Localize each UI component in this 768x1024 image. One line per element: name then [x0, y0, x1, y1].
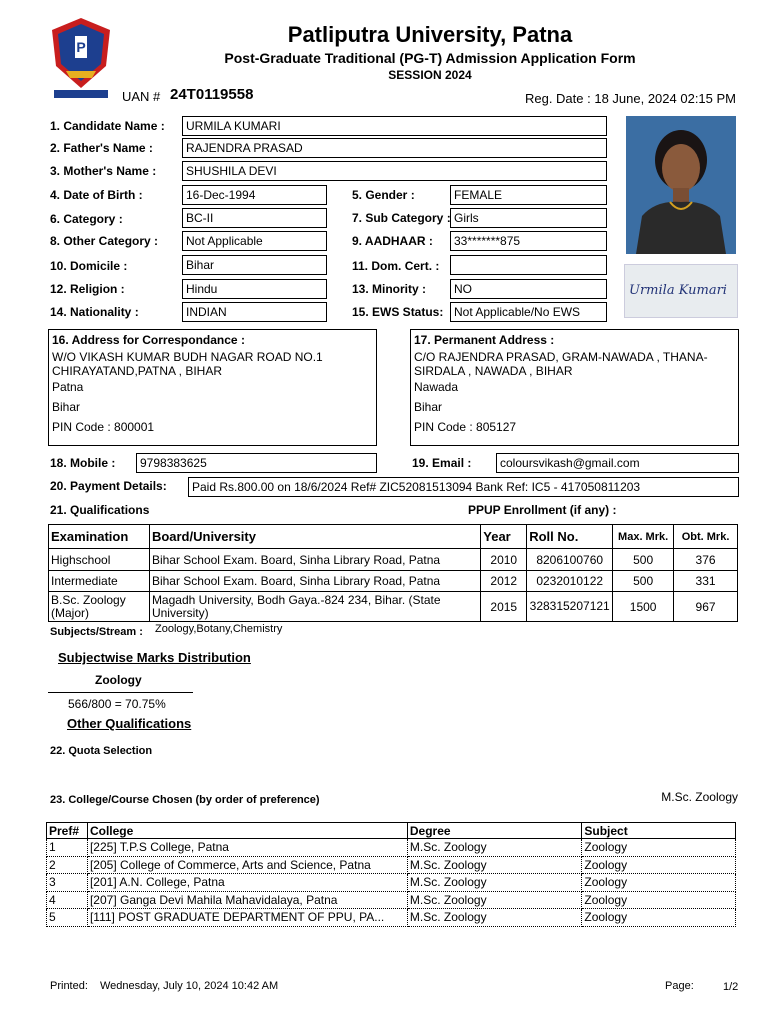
cell: Magadh University, Bodh Gaya.-824 234, Bihar. (State University) — [149, 592, 480, 622]
permanent-address-box — [410, 329, 739, 446]
candidate-name-value: URMILA KUMARI — [182, 116, 607, 136]
ews-value: Not Applicable/No EWS — [450, 302, 607, 322]
printed-date: Wednesday, July 10, 2024 10:42 AM — [100, 980, 279, 992]
email-label: 19. Email : — [412, 456, 472, 470]
cell: 8206100760 — [527, 549, 613, 571]
university-logo-icon — [48, 16, 114, 100]
cell: Bihar School Exam. Board, Sinha Library Road, Patna — [149, 571, 480, 592]
cell: 331 — [674, 571, 738, 592]
cell: Zoology — [582, 909, 736, 927]
col-subject: Subject — [582, 823, 736, 839]
domicile-label: 10. Domicile : — [50, 259, 128, 273]
email-value: coloursvikash@gmail.com — [496, 453, 739, 473]
sub-category-value: Girls — [450, 208, 607, 228]
col-college: College — [87, 823, 407, 839]
col-board: Board/University — [149, 525, 480, 549]
cell: M.Sc. Zoology — [407, 839, 582, 857]
marks-value: 566/800 = 70.75% — [68, 697, 166, 711]
father-name-value: RAJENDRA PRASAD — [182, 138, 607, 158]
col-examination: Examination — [49, 525, 150, 549]
permanent-state: Bihar — [414, 400, 443, 414]
religion-value: Hindu — [182, 279, 327, 299]
cell: 1500 — [613, 592, 674, 622]
other-category-value: Not Applicable — [182, 231, 327, 251]
candidate-photo — [626, 116, 736, 254]
cell: 2012 — [481, 571, 527, 592]
registration-date: Reg. Date : 18 June, 2024 02:15 PM — [524, 91, 736, 106]
mobile-value: 9798383625 — [136, 453, 377, 473]
table-row — [47, 909, 736, 927]
correspondence-address-box — [48, 329, 377, 446]
col-year: Year — [481, 525, 527, 549]
ppup-enrollment-label: PPUP Enrollment (if any) : — [468, 503, 617, 517]
correspondence-state: Bihar — [52, 400, 81, 414]
cell: 500 — [613, 549, 674, 571]
cell: [111] POST GRADUATE DEPARTMENT OF PPU, PA... — [87, 909, 407, 927]
uan-label: UAN # — [122, 89, 161, 104]
uan-value: 24T0119558 — [170, 86, 254, 103]
page-number: 1/2 — [723, 981, 739, 993]
col-degree: Degree — [407, 823, 582, 839]
table-row — [47, 891, 736, 909]
permanent-city: Nawada — [414, 380, 459, 394]
ews-label: 15. EWS Status: — [352, 305, 444, 319]
minority-label: 13. Minority : — [352, 282, 427, 296]
cell: [207] Ganga Devi Mahila Mahavidalaya, Patna — [87, 891, 407, 909]
cell: Bihar School Exam. Board, Sinha Library Road, Patna — [149, 549, 480, 571]
cell: 0232010122 — [527, 571, 613, 592]
cell: 1 — [47, 839, 88, 857]
cell: M.Sc. Zoology — [407, 891, 582, 909]
qualifications-table — [48, 524, 738, 622]
permanent-address-line2: SIRDALA , NAWADA , BIHAR — [414, 364, 573, 378]
candidate-signature — [624, 264, 738, 318]
gender-label: 5. Gender : — [352, 188, 415, 202]
cell: 5 — [47, 909, 88, 927]
marks-distribution-heading: Subjectwise Marks Distribution — [58, 650, 251, 665]
nationality-value: INDIAN — [182, 302, 327, 322]
cell: M.Sc. Zoology — [407, 856, 582, 874]
other-qualifications-heading: Other Qualifications — [67, 716, 192, 731]
qualifications-heading: 21. Qualifications — [50, 503, 150, 517]
candidate-name-label: 1. Candidate Name : — [50, 119, 165, 133]
other-category-label: 8. Other Category : — [50, 234, 159, 248]
correspondence-address-line1: W/O VIKASH KUMAR BUDH NAGAR ROAD NO.1 — [52, 350, 323, 364]
qualifications-header-row — [49, 525, 738, 549]
table-row — [47, 839, 736, 857]
cell: 2 — [47, 856, 88, 874]
correspondence-city: Patna — [52, 380, 84, 394]
svg-text:P: P — [76, 39, 86, 55]
category-label: 6. Category : — [50, 212, 123, 226]
cell: Zoology — [582, 891, 736, 909]
mother-name-value: SHUSHILA DEVI — [182, 161, 607, 181]
col-max-marks: Max. Mrk. — [613, 525, 674, 549]
table-row — [47, 874, 736, 892]
subjects-label: Subjects/Stream : — [50, 626, 143, 638]
preferences-table — [46, 822, 736, 927]
permanent-pin: PIN Code : 805127 — [414, 420, 517, 434]
table-row — [49, 549, 738, 571]
aadhaar-label: 9. AADHAAR : — [352, 234, 433, 248]
correspondence-address-line2: CHIRAYATAND,PATNA , BIHAR — [52, 364, 223, 378]
cell: 500 — [613, 571, 674, 592]
category-value: BC-II — [182, 208, 327, 228]
signature-image: Urmila Kumari — [629, 283, 727, 298]
preferences-header-row — [47, 823, 736, 839]
cell: 3 — [47, 874, 88, 892]
printed-label: Printed: — [50, 980, 88, 992]
page-label: Page: — [665, 980, 694, 992]
dob-label: 4. Date of Birth : — [50, 188, 143, 202]
mother-name-label: 3. Mother's Name : — [50, 164, 157, 178]
col-pref: Pref# — [47, 823, 88, 839]
dom-cert-label: 11. Dom. Cert. : — [352, 259, 440, 273]
domicile-value: Bihar — [182, 255, 327, 275]
cell: Zoology — [582, 839, 736, 857]
marks-subject: Zoology — [95, 673, 142, 687]
col-obt-marks: Obt. Mrk. — [674, 525, 738, 549]
cell: Highschool — [49, 549, 150, 571]
marks-divider — [48, 692, 193, 693]
minority-value: NO — [450, 279, 607, 299]
table-row — [47, 856, 736, 874]
payment-label: 20. Payment Details: — [50, 479, 167, 493]
session-label: SESSION 2024 — [388, 68, 472, 82]
cell: B.Sc. Zoology (Major) — [49, 592, 150, 622]
gender-value: FEMALE — [450, 185, 607, 205]
preferences-heading: 23. College/Course Chosen (by order of preference) — [50, 794, 320, 806]
sub-category-label: 7. Sub Category : — [352, 211, 451, 225]
cell: [205] College of Commerce, Arts and Science, Patna — [87, 856, 407, 874]
permanent-address-line1: C/O RAJENDRA PRASAD, GRAM-NAWADA , THANA- — [414, 350, 708, 364]
cell: 2015 — [481, 592, 527, 622]
cell: 376 — [674, 549, 738, 571]
cell: Intermediate — [49, 571, 150, 592]
permanent-address-heading: 17. Permanent Address : — [414, 333, 555, 347]
correspondence-pin: PIN Code : 800001 — [52, 420, 155, 434]
aadhaar-value: 33*******875 — [450, 231, 607, 251]
cell: 4 — [47, 891, 88, 909]
quota-heading: 22. Quota Selection — [50, 745, 153, 757]
cell: [225] T.P.S College, Patna — [87, 839, 407, 857]
chosen-course: M.Sc. Zoology — [661, 790, 738, 804]
religion-label: 12. Religion : — [50, 282, 125, 296]
form-title: Post-Graduate Traditional (PG-T) Admission Application Form — [224, 50, 636, 66]
col-roll: Roll No. — [527, 525, 613, 549]
subjects-value: Zoology,Botany,Chemistry — [155, 623, 283, 635]
father-name-label: 2. Father's Name : — [50, 141, 153, 155]
university-name: Patliputra University, Patna — [287, 22, 573, 47]
cell: Zoology — [582, 856, 736, 874]
table-row — [49, 592, 738, 622]
payment-value: Paid Rs.800.00 on 18/6/2024 Ref# ZIC52081513094 Bank Ref: IC5 - 417050811203 — [188, 477, 739, 497]
dob-value: 16-Dec-1994 — [182, 185, 327, 205]
cell: M.Sc. Zoology — [407, 909, 582, 927]
nationality-label: 14. Nationality : — [50, 305, 139, 319]
table-row — [49, 571, 738, 592]
mobile-label: 18. Mobile : — [50, 456, 116, 470]
cell: 967 — [674, 592, 738, 622]
cell: 2010 — [481, 549, 527, 571]
cell: M.Sc. Zoology — [407, 874, 582, 892]
dom-cert-value — [450, 255, 607, 275]
cell: 328315207121 — [527, 592, 613, 622]
cell: Zoology — [582, 874, 736, 892]
cell: [201] A.N. College, Patna — [87, 874, 407, 892]
correspondence-address-heading: 16. Address for Correspondance : — [52, 333, 245, 347]
